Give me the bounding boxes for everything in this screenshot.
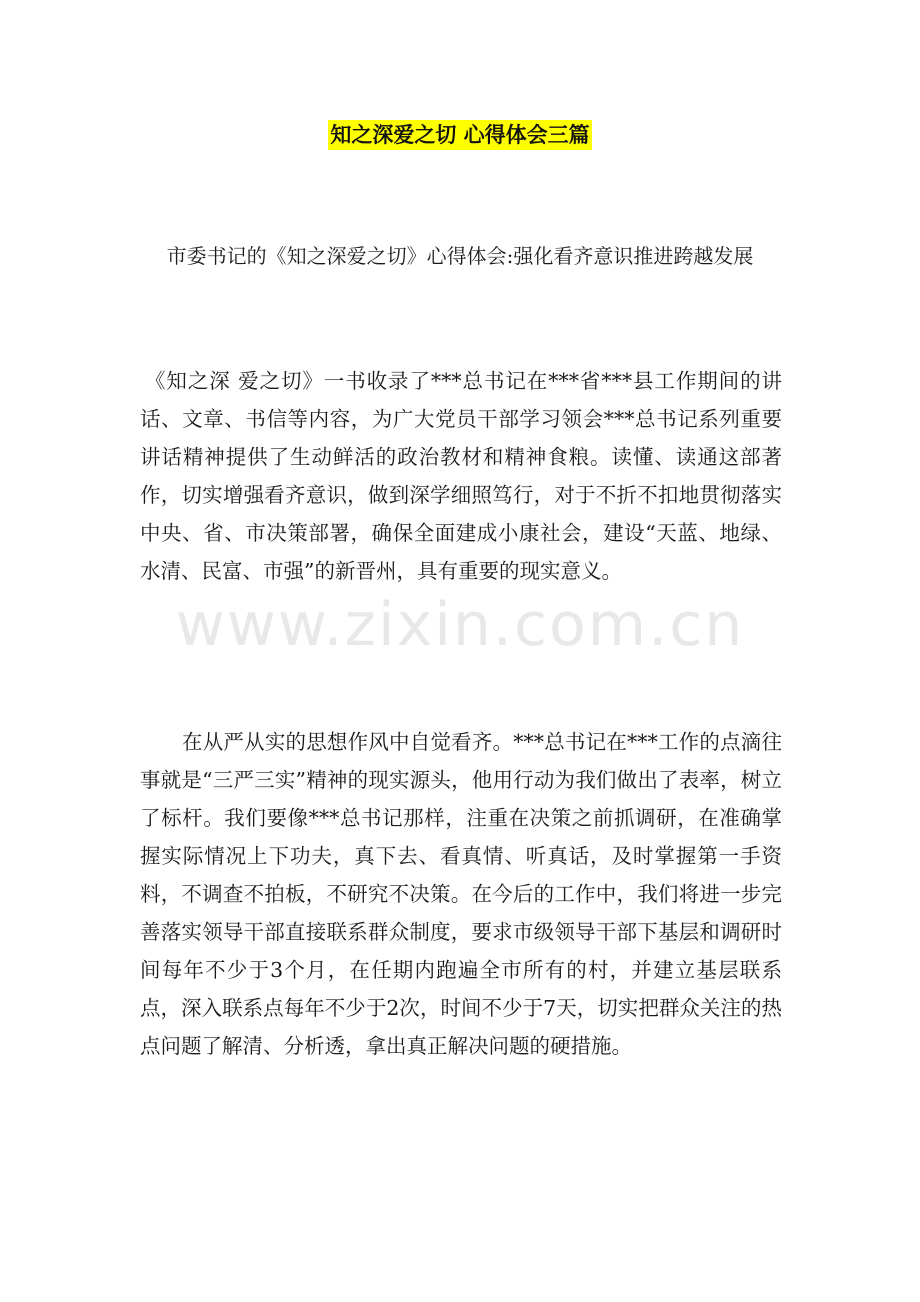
paragraph-1: 《知之深 爱之切》一书收录了***总书记在***省***县工作期间的讲话、文章、书信等内容，为广大党员干部学习领会***总书记系列重要讲话精神提供了生动鲜活的政治教材和精神食粮。读懂、读通这部著作，切实增强看齐意识，做到深学细照笃行，对于不折不扣地贯彻落实中央、省、市决策部署，确保全面建成小康社会，建设“天蓝、地绿、水清、民富、市强”的新晋州，具有重要的现实意义。 bbox=[140, 369, 782, 583]
paragraph-2: 在从严从实的思想作风中自觉看齐。***总书记在***工作的点滴往事就是“三严三实”精神的现实源头，他用行动为我们做出了表率，树立了标杆。我们要像***总书记那样，注重在决策之前抓调研，在准确掌握实际情况上下功夫，真下去、看真情、听真话，及时掌握第一手资料，不调查不拍板，不研究不决策。在今后的工作中，我们将进一步完善落实领导干部直接联系群众制度，要求市级领导干部下基层和调研时间每年不少于3个月，在任期内跑遍全市所有的村，并建立基层联系点，深入联系点每年不少于2次，时间不少于7天，切实把群众关注的热点问题了解清、分析透，拿出真正解决问题的硬措施。 bbox=[140, 730, 782, 1058]
document-subtitle: 市委书记的《知之深爱之切》心得体会:强化看齐意识推进跨越发展 bbox=[166, 244, 754, 268]
watermark: www.zixin.com.cn bbox=[175, 590, 745, 660]
document-title: 知之深爱之切 心得体会三篇 bbox=[328, 120, 591, 150]
title-container bbox=[0, 120, 920, 150]
